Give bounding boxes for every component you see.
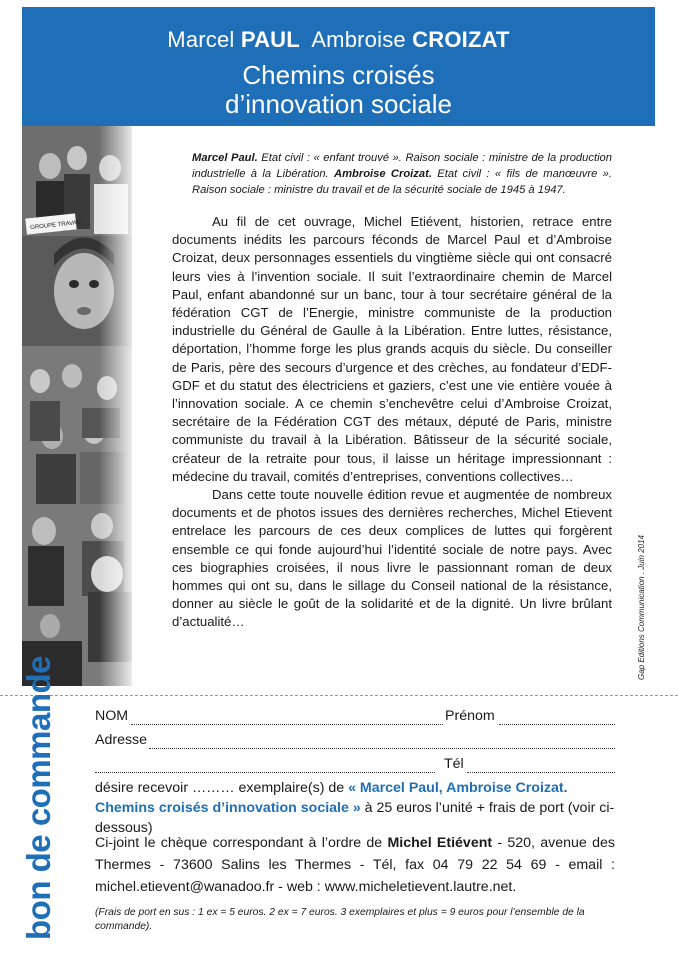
payee-name: Michel Etiévent <box>387 835 493 851</box>
author1-first: Marcel <box>167 27 235 52</box>
book-title-line2: d’innovation sociale <box>225 89 452 119</box>
cheque-text-2: - 520, avenue des Thermes - 73600 Salins les Thermes - Tél, fax 04 79 22 54 69 - email : michel.etievent@wanadoo.fr - web : www.micheletievent.lautre.net. <box>95 835 615 895</box>
prenom-field[interactable] <box>499 724 615 725</box>
shipping-note: (Frais de port en sus : 1 ex = 5 euros. 2 ex = 7 euros. 3 exemplaires et plus = 9 euros pour l’ensemble de la commande). <box>95 907 585 932</box>
author1-last: PAUL <box>240 27 300 52</box>
order-text-2: à 25 euros l’unité + frais de port (voir ci-dessous) <box>95 800 615 836</box>
nom-label: NOM <box>95 708 129 724</box>
book-title-line1: Chemins croisés <box>242 60 435 90</box>
adresse-field[interactable] <box>149 748 615 749</box>
intro-name2: Ambroise Croizat. <box>333 168 432 180</box>
form-row-phone <box>95 756 615 778</box>
order-request <box>95 778 615 838</box>
form-row-name <box>95 708 615 730</box>
author2-last: CROIZAT <box>412 27 510 52</box>
authors-line <box>22 27 655 53</box>
cut-line <box>0 695 678 696</box>
nom-field[interactable] <box>131 724 443 725</box>
order-form-label: bon de commande <box>20 655 57 940</box>
body-text <box>172 213 612 632</box>
tel-field[interactable] <box>467 772 615 773</box>
intro-text <box>192 150 612 198</box>
prenom-label: Prénom <box>445 708 495 724</box>
payment-info <box>95 832 615 898</box>
order-book-title: « Marcel Paul, Ambroise Croizat. Chemins croisés d’innovation sociale » <box>95 780 568 816</box>
body-paragraph-2: Dans cette toute nouvelle édition revue et augmentée de nombreux documents et de photos issues des dernières recherches, Michel Etievent entrelace les parcours de ces deux complices de luttes qui forgèrent ensemble ce qui fonde aujourd’hui l’identité sociale de notre pays. Avec ces biographies croisées, il nous livre le passionnant roman de deux hommes qui ont su, dans le sillage du Conseil national de la résistance, donner au siècle le goût de la solidarité et de la dignité. Un livre brûlant d’actualité… <box>172 487 612 630</box>
publisher-credit: Gap Editions Communication . Juin 2014 <box>637 535 646 680</box>
adresse-field-2[interactable] <box>95 772 435 773</box>
title-banner <box>22 7 655 126</box>
body-paragraph-1: Au fil de cet ouvrage, Michel Etiévent, historien, retrace entre documents inédits les parcours féconds de Marcel Paul et d’Ambroise Croizat, deux personnages essentiels du vingtième siècle qui ont consacré leurs vies à l’invention sociale. Il suit l’extraordinaire chemin de Marcel Paul, enfant abandonné sur un banc, tour à tour secrétaire général de la fédération CGT de l’Energie, ministre communiste de la production industrielle du Général de Gaulle à la Libération. Entre luttes, résistance, déportation, l’homme forge les plus grands acquis du siècle. Du conseiller de Paris, père des secours d’urgence et des crèches, au fondateur d’EDF-GDF et du statut des électriciens et gaziers, c’est une vie entière vouée à l’innovation sociale. A ce chemin s’enchevêtre celui d’Ambroise Croizat, secrétaire de la Fédération CGT des métaux, député de Paris, ministre communiste du travail à la Libération. Bâtisseur de la sécurité sociale, créateur de la retraite pour tous, il laisse un héritage impressionnant : médecine du travail, comités d’entreprises, conventions collectives… <box>172 214 612 484</box>
cheque-text-1: Ci-joint le chèque correspondant à l’ordre de <box>95 835 388 851</box>
intro-text2: Etat civil : « fils de manœuvre ». Raison sociale : ministre du travail et de la sécurité sociale de 1945 à 1947. <box>192 168 613 196</box>
form-row-address <box>95 732 615 754</box>
author2-first: Ambroise <box>311 27 406 52</box>
adresse-label: Adresse <box>95 732 148 748</box>
photo-collage <box>22 126 132 686</box>
intro-text1: Etat civil : « enfant trouvé ». Raison sociale : ministre de la production industrielle à la Libération. <box>192 152 613 180</box>
intro-name1: Marcel Paul. <box>192 152 258 164</box>
tel-label: Tél <box>444 756 464 772</box>
order-text-1: désire recevoir ……… exemplaire(s) de <box>95 780 349 796</box>
